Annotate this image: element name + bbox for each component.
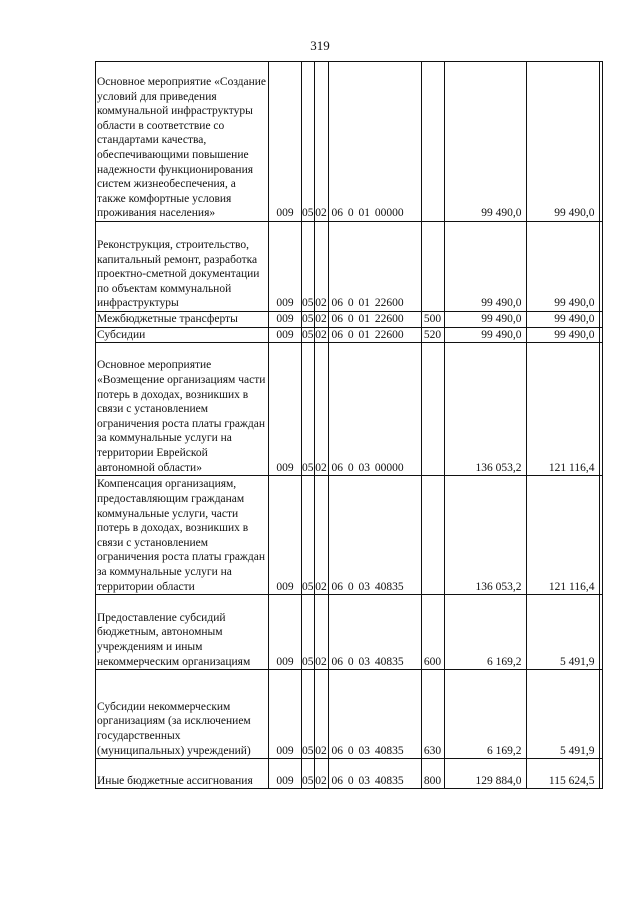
subsection-code: 02 bbox=[314, 62, 328, 222]
sum-year-2: 115 624,5 bbox=[526, 759, 599, 789]
section-code: 05 bbox=[302, 62, 315, 222]
spacer-cell bbox=[599, 62, 602, 222]
spacer-cell bbox=[599, 759, 602, 789]
table-row bbox=[96, 670, 603, 759]
ved-code: 009 bbox=[269, 670, 302, 759]
row-name: Реконструкция, строительство, капитальный ремонт, разработка проектно-сметной документации по объектам коммунальной инфраструктуры bbox=[97, 239, 260, 310]
row-name-cell bbox=[96, 327, 269, 343]
target-article-code: 06 0 01 00000 bbox=[328, 62, 421, 222]
ved-code: 009 bbox=[269, 312, 302, 328]
section-code: 05 bbox=[302, 759, 315, 789]
row-name: Предоставление субсидий бюджетным, автономным учреждениям и иным некоммерческим организациям bbox=[97, 611, 251, 668]
expense-type-code bbox=[421, 62, 444, 222]
sum-year-2: 99 490,0 bbox=[526, 327, 599, 343]
subsection-code: 02 bbox=[314, 222, 328, 312]
section-code: 05 bbox=[302, 343, 315, 476]
ved-code: 009 bbox=[269, 759, 302, 789]
row-name: Основное мероприятие «Создание условий для приведения коммунальной инфраструктуры области в соответствие со стандартами качества, обеспечивающими повышение надежности функционирования систем жизнеобеспечения, а также комфортные условия проживания населения» bbox=[97, 76, 267, 220]
row-name-cell bbox=[96, 222, 269, 312]
sum-year-2: 99 490,0 bbox=[526, 312, 599, 328]
sum-year-1: 99 490,0 bbox=[444, 327, 526, 343]
expense-type-code bbox=[421, 222, 444, 312]
row-name: Субсидии bbox=[97, 328, 146, 341]
target-article-code: 06 0 03 00000 bbox=[328, 343, 421, 476]
row-name: Межбюджетные трансферты bbox=[97, 313, 238, 325]
subsection-code: 02 bbox=[314, 476, 328, 595]
page-number: 319 bbox=[310, 38, 330, 53]
sum-year-1: 129 884,0 bbox=[444, 759, 526, 789]
row-name: Компенсация организациям, предоставляющим гражданам коммунальные услуги, части потерь в доходах, возникших в связи с установлением ограничения роста платы граждан за коммунальные услуги на территории области bbox=[97, 478, 265, 593]
row-name-cell bbox=[96, 595, 269, 670]
table-row bbox=[96, 312, 603, 328]
sum-year-2: 121 116,4 bbox=[526, 343, 599, 476]
expense-type-code: 630 bbox=[421, 670, 444, 759]
sum-year-1: 136 053,2 bbox=[444, 476, 526, 595]
sum-year-2: 5 491,9 bbox=[526, 595, 599, 670]
row-name: Субсидии некоммерческим организациям (за исключением государственных (муниципальных) учреждений) bbox=[97, 700, 251, 757]
row-name-cell bbox=[96, 670, 269, 759]
sum-year-2: 99 490,0 bbox=[526, 222, 599, 312]
subsection-code: 02 bbox=[314, 327, 328, 343]
section-code: 05 bbox=[302, 222, 315, 312]
subsection-code: 02 bbox=[314, 759, 328, 789]
target-article-code: 06 0 01 22600 bbox=[328, 222, 421, 312]
spacer-cell bbox=[599, 312, 602, 328]
table-row bbox=[96, 476, 603, 595]
expense-type-code: 520 bbox=[421, 327, 444, 343]
table-row bbox=[96, 327, 603, 343]
row-name: Иные бюджетные ассигнования bbox=[97, 774, 253, 787]
row-name-cell bbox=[96, 312, 269, 328]
sum-year-1: 99 490,0 bbox=[444, 222, 526, 312]
spacer-cell bbox=[599, 343, 602, 476]
expense-type-code: 500 bbox=[421, 312, 444, 328]
spacer-cell bbox=[599, 327, 602, 343]
section-code: 05 bbox=[302, 670, 315, 759]
sum-year-2: 99 490,0 bbox=[526, 62, 599, 222]
target-article-code: 06 0 01 22600 bbox=[328, 327, 421, 343]
subsection-code: 02 bbox=[314, 595, 328, 670]
expense-type-code: 800 bbox=[421, 759, 444, 789]
ved-code: 009 bbox=[269, 327, 302, 343]
target-article-code: 06 0 03 40835 bbox=[328, 595, 421, 670]
spacer-cell bbox=[599, 595, 602, 670]
target-article-code: 06 0 03 40835 bbox=[328, 476, 421, 595]
row-name-cell bbox=[96, 759, 269, 789]
spacer-cell bbox=[599, 222, 602, 312]
target-article-code: 06 0 03 40835 bbox=[328, 759, 421, 789]
row-name-cell bbox=[96, 62, 269, 222]
sum-year-1: 6 169,2 bbox=[444, 670, 526, 759]
subsection-code: 02 bbox=[314, 670, 328, 759]
expense-type-code bbox=[421, 476, 444, 595]
sum-year-1: 99 490,0 bbox=[444, 312, 526, 328]
ved-code: 009 bbox=[269, 343, 302, 476]
row-name-cell bbox=[96, 476, 269, 595]
ved-code: 009 bbox=[269, 62, 302, 222]
expense-type-code bbox=[421, 343, 444, 476]
subsection-code: 02 bbox=[314, 312, 328, 328]
target-article-code: 06 0 01 22600 bbox=[328, 312, 421, 328]
spacer-cell bbox=[599, 476, 602, 595]
target-article-code: 06 0 03 40835 bbox=[328, 670, 421, 759]
section-code: 05 bbox=[302, 595, 315, 670]
ved-code: 009 bbox=[269, 476, 302, 595]
sum-year-2: 121 116,4 bbox=[526, 476, 599, 595]
ved-code: 009 bbox=[269, 595, 302, 670]
spacer-cell bbox=[599, 670, 602, 759]
section-code: 05 bbox=[302, 327, 315, 343]
table-row bbox=[96, 62, 603, 222]
table-row bbox=[96, 595, 603, 670]
sum-year-2: 5 491,9 bbox=[526, 670, 599, 759]
row-name-cell bbox=[96, 343, 269, 476]
sum-year-1: 136 053,2 bbox=[444, 343, 526, 476]
table-row bbox=[96, 759, 603, 789]
table-row bbox=[96, 343, 603, 476]
section-code: 05 bbox=[302, 312, 315, 328]
table-row bbox=[96, 222, 603, 312]
budget-table bbox=[95, 61, 603, 789]
budget-table-body bbox=[96, 62, 603, 789]
sum-year-1: 99 490,0 bbox=[444, 62, 526, 222]
ved-code: 009 bbox=[269, 222, 302, 312]
sum-year-1: 6 169,2 bbox=[444, 595, 526, 670]
row-name: Основное мероприятие «Возмещение организациям части потерь в доходах, возникших в связи с установлением ограничения роста платы граждан за коммунальные услуги на территории Еврейской автономной области» bbox=[97, 359, 266, 474]
expense-type-code: 600 bbox=[421, 595, 444, 670]
section-code: 05 bbox=[302, 476, 315, 595]
subsection-code: 02 bbox=[314, 343, 328, 476]
